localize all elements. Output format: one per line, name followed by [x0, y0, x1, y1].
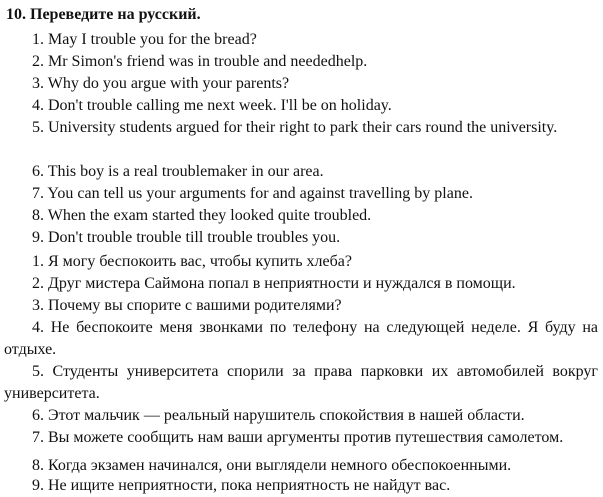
russian-sentence-7: 7. Вы можете сообщить нам ваши аргументы против путешествия самолетом.	[32, 429, 564, 446]
english-sentence-1: 1. May I trouble you for the bread?	[32, 31, 257, 48]
english-sentence-3: 3. Why do you argue with your parents?	[32, 75, 290, 92]
russian-sentence-9: 9. Не ищите неприятности, пока неприятность не найдут вас.	[32, 477, 451, 494]
english-sentence-8: 8. When the exam started they looked quite troubled.	[32, 207, 372, 224]
russian-sentence-4: 4. Не беспокоите меня звонками по телефону на следующей неделе. Я буду на отдыхе.	[4, 319, 598, 358]
english-sentence-2: 2. Mr Simon's friend was in trouble and neededhelp.	[32, 53, 368, 70]
russian-sentence-1: 1. Я могу беспокоить вас, чтобы купить хлеба?	[32, 253, 352, 270]
russian-sentence-8: 8. Когда экзамен начинался, они выглядели немного обеспокоенными.	[32, 457, 512, 474]
russian-sentence-5: 5. Студенты университета спорили за права парковки их автомобилей вокруг университета.	[4, 363, 598, 402]
english-sentence-6: 6. This boy is a real troublemaker in our area.	[32, 163, 324, 180]
english-sentence-7: 7. You can tell us your arguments for and against travelling by plane.	[32, 185, 473, 202]
english-sentence-9: 9. Don't trouble trouble till trouble troubles you.	[32, 229, 341, 246]
english-sentence-5: 5. University students argued for their right to park their cars round the university.	[32, 119, 558, 136]
english-sentence-4: 4. Don't trouble calling me next week. I'll be on holiday.	[32, 97, 392, 114]
russian-sentence-3: 3. Почему вы спорите с вашими родителями?	[32, 297, 342, 314]
russian-sentence-6: 6. Этот мальчик — реальный нарушитель спокойствия в нашей области.	[32, 407, 525, 424]
russian-sentence-2: 2. Друг мистера Саймона попал в неприятности и нуждался в помощи.	[32, 275, 516, 292]
exercise-title: 10. Переведите на русский.	[6, 6, 201, 23]
